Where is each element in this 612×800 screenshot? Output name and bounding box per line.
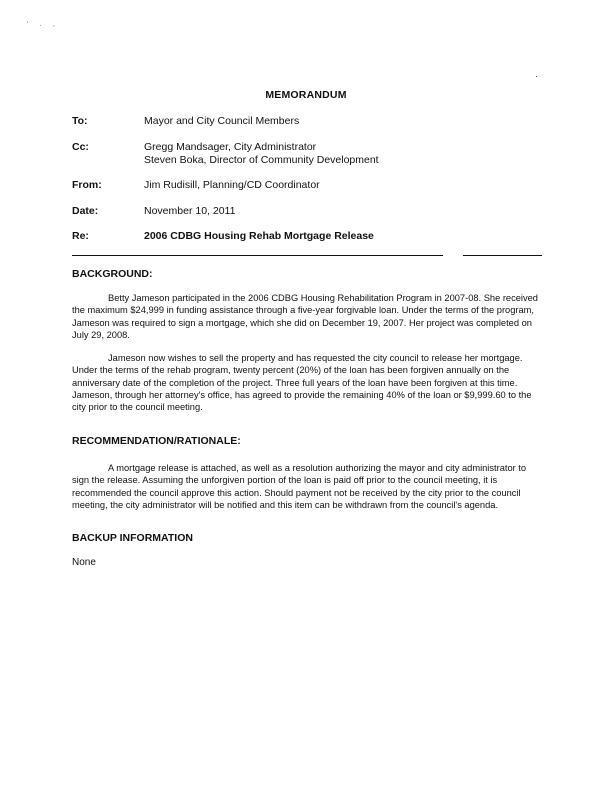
backup-heading: BACKUP INFORMATION <box>72 532 193 544</box>
background-text-1: Betty Jameson participated in the 2006 CDBG Housing Rehabilitation Program in 2007-08. She received the maximum $24,999 in funding assistance through a five-year forgivable loan. Under the terms of the program, Jameson was required to sign a mortgage, which she did on December 19, 2007. Her project was completed on July 29, 2008. <box>72 293 538 340</box>
recommendation-heading: RECOMMENDATION/RATIONALE: <box>72 435 241 447</box>
background-heading: BACKGROUND: <box>72 268 153 280</box>
header-divider-right <box>463 255 542 256</box>
background-paragraph-2 <box>72 352 542 413</box>
date-label: Date: <box>72 205 99 217</box>
to-label: To: <box>72 115 88 127</box>
recommendation-paragraph <box>72 462 542 511</box>
date-value: November 10, 2011 <box>144 205 236 217</box>
cc-label: Cc: <box>72 141 89 153</box>
backup-body: None <box>72 557 96 568</box>
scan-specks: ' . , <box>27 22 60 28</box>
from-value: Jim Rudisill, Planning/CD Coordinator <box>144 179 320 191</box>
from-label: From: <box>72 179 102 191</box>
cc-value-1: Gregg Mandsager, City Administrator <box>144 141 317 153</box>
background-paragraph-1 <box>72 292 542 341</box>
header-divider <box>72 255 443 256</box>
memo-title: MEMORANDUM <box>265 89 347 101</box>
cc-value-2: Steven Boka, Director of Community Development <box>144 153 379 166</box>
re-value: 2006 CDBG Housing Rehab Mortgage Release <box>144 230 374 242</box>
scan-speck <box>536 76 537 77</box>
background-text-2: Jameson now wishes to sell the property and has requested the city council to release her mortgage. Under the terms of the rehab program, twenty percent (20%) of the loan has been forgiven annually on the anniversary date of the completion of the project. Three full years of the loan have been forgiven at this time. Jameson, through her attorney's office, has agreed to provide the remaining 40% of the loan or $9,999.60 to the city prior to the council meeting. <box>72 353 532 413</box>
re-label: Re: <box>72 230 89 242</box>
recommendation-text: A mortgage release is attached, as well as a resolution authorizing the mayor and city administrator to sign the release. Assuming the unforgiven portion of the loan is paid off prior to the council meeting, it is recommended the council approve this action. Should payment not be received by the city prior to the council meeting, the city administrator will be notified and this item can be withdrawn from the council's agenda. <box>72 463 527 510</box>
to-value: Mayor and City Council Members <box>144 115 300 127</box>
